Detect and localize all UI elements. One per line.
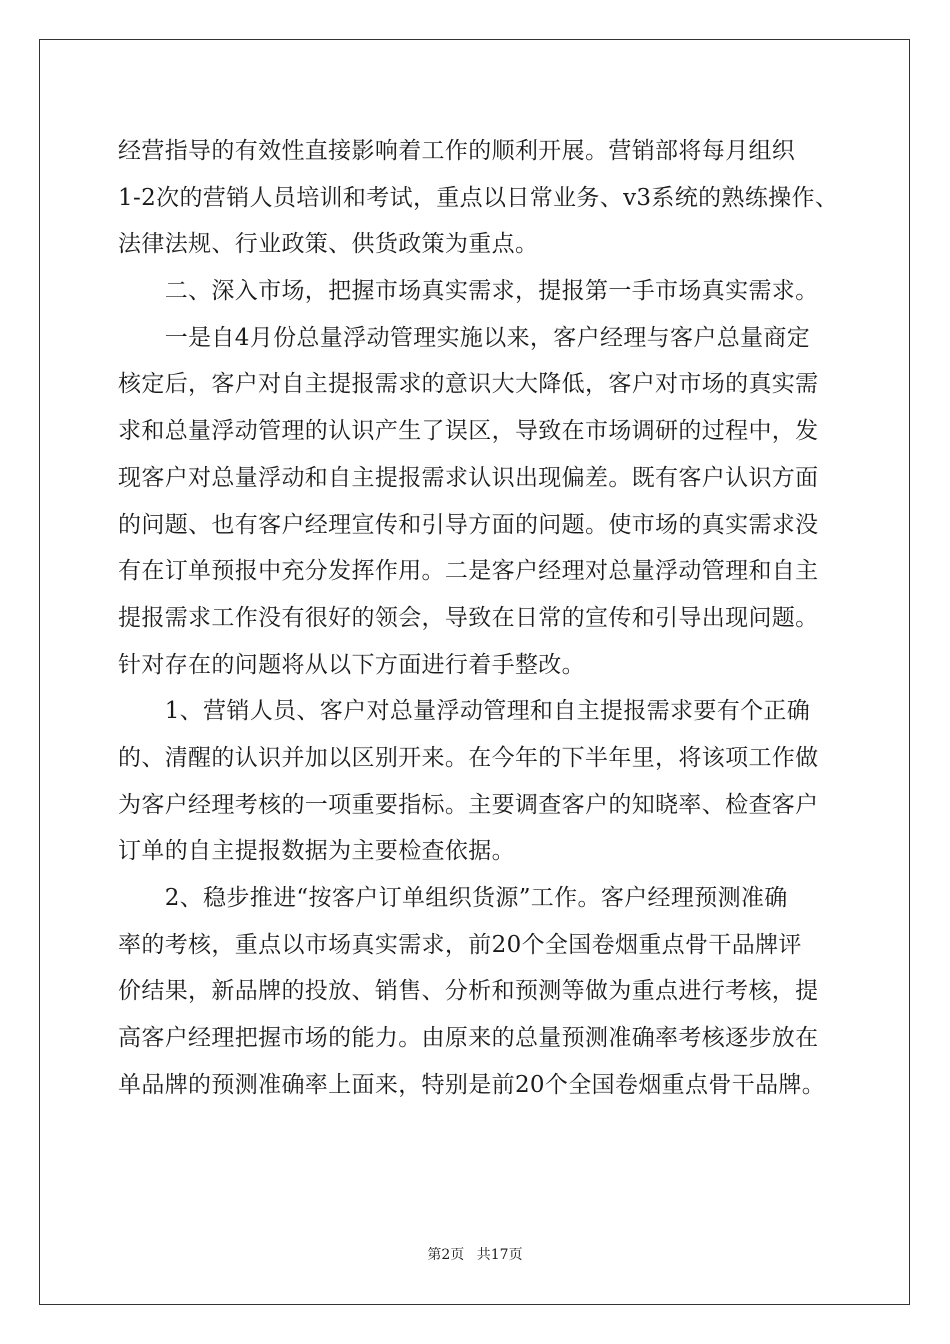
- text-line: 现客户对总量浮动和自主提报需求认识出现偏差。既有客户认识方面: [118, 464, 819, 491]
- page-footer: [0, 1244, 950, 1264]
- current-page-number: 第2页: [427, 1247, 465, 1263]
- text-line: 经营指导的有效性直接影响着工作的顺利开展。营销部将每月组织: [118, 138, 796, 164]
- total-page-count: 共17页: [476, 1247, 523, 1263]
- text-line: 一是自4月份总量浮动管理实施以来，客户经理与客户总量商定: [118, 324, 811, 351]
- text-line: 单品牌的预测准确率上面来，特别是前20个全国卷烟重点骨干品牌。: [118, 1071, 826, 1098]
- text-line: 法律法规、行业政策、供货政策为重点。: [118, 231, 539, 258]
- text-line: 1-2次的营销人员培训和考试，重点以日常业务、v3系统的熟练操作、: [118, 184, 839, 211]
- text-line: 的问题、也有客户经理宣传和引导方面的问题。使市场的真实需求没: [118, 511, 819, 538]
- text-line: 订单的自主提报数据为主要检查依据。: [118, 838, 515, 865]
- text-line: 针对存在的问题将从以下方面进行着手整改。: [118, 651, 585, 678]
- text-line: 高客户经理把握市场的能力。由原来的总量预测准确率考核逐步放在: [118, 1025, 819, 1052]
- text-line: 的、清醒的认识并加以区别开来。在今年的下半年里，将该项工作做: [118, 744, 819, 771]
- text-line: 为客户经理考核的一项重要指标。主要调查客户的知晓率、检查客户: [118, 791, 819, 818]
- text-line: 1、营销人员、客户对总量浮动管理和自主提报需求要有个正确: [118, 698, 811, 725]
- text-line: 二、深入市场，把握市场真实需求，提报第一手市场真实需求。: [118, 278, 819, 305]
- text-line: 核定后，客户对自主提报需求的意识大大降低，客户对市场的真实需: [118, 371, 819, 398]
- text-line: 2、稳步推进“按客户订单组织货源”工作。客户经理预测准确: [118, 885, 788, 911]
- text-line: 求和总量浮动管理的认识产生了误区，导致在市场调研的过程中，发: [118, 418, 819, 445]
- text-line: 率的考核，重点以市场真实需求，前20个全国卷烟重点骨干品牌评: [118, 931, 802, 958]
- text-line: 提报需求工作没有很好的领会，导致在日常的宣传和引导出现问题。: [118, 604, 819, 631]
- document-body: [118, 128, 838, 1108]
- text-line: 价结果，新品牌的投放、销售、分析和预测等做为重点进行考核，提: [118, 978, 819, 1005]
- text-line: 有在订单预报中充分发挥作用。二是客户经理对总量浮动管理和自主: [118, 558, 819, 585]
